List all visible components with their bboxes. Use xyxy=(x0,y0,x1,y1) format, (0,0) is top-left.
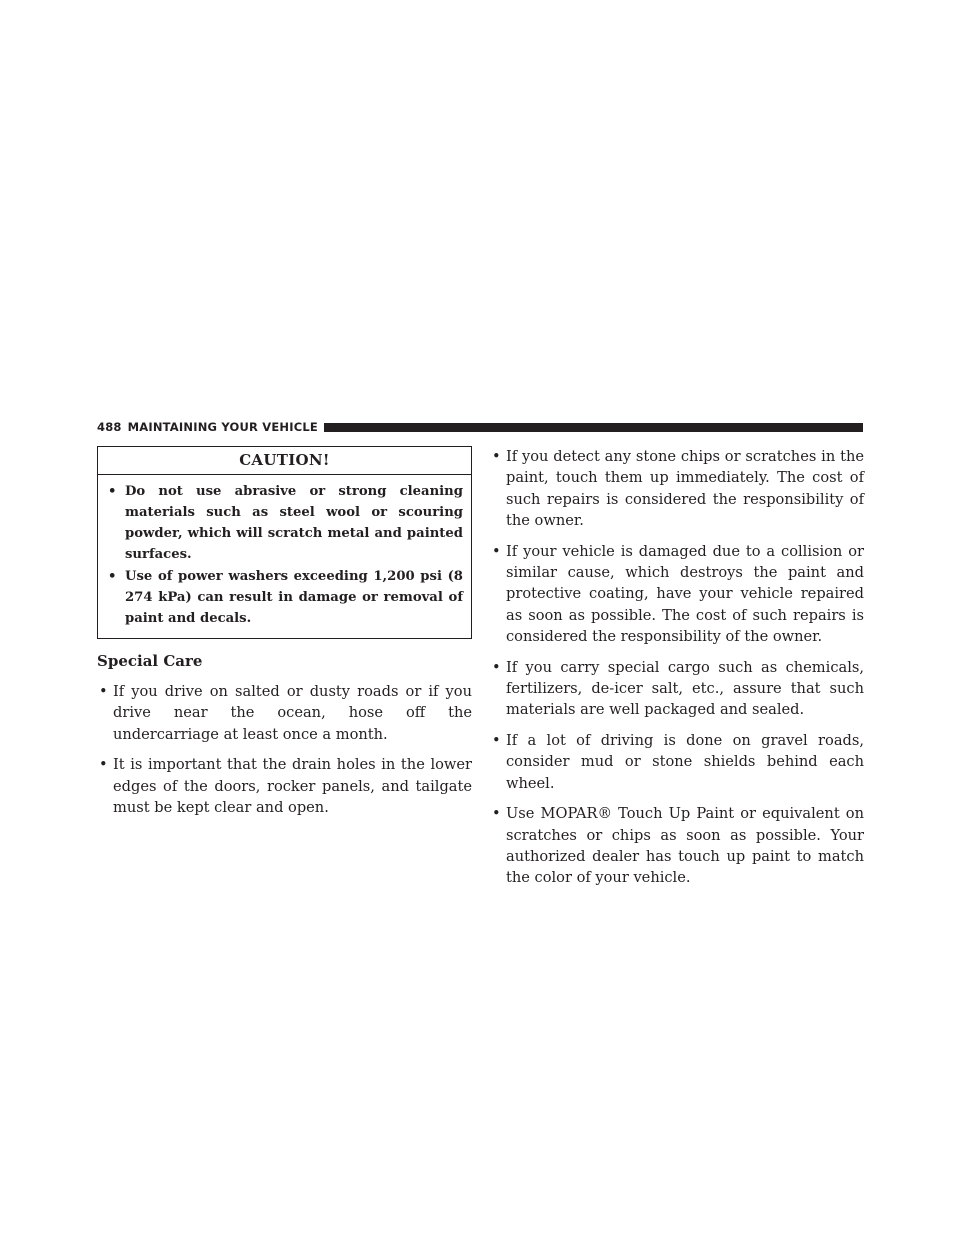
page-header xyxy=(97,419,863,435)
left-column xyxy=(97,446,472,827)
header-rule xyxy=(324,423,863,432)
list-item xyxy=(490,803,864,889)
caution-item-text: Do not use abrasive or strong cleaning materials such as steel wool or scouring powder, which will scratch metal and painted surfaces. xyxy=(125,484,463,562)
caution-item xyxy=(108,566,463,629)
caution-title: CAUTION! xyxy=(98,447,471,475)
special-care-list-right xyxy=(490,446,864,889)
list-item xyxy=(97,754,472,818)
bullet-icon: • xyxy=(108,569,117,584)
special-care-heading: Special Care xyxy=(97,652,203,670)
list-item-text: Use MOPAR® Touch Up Paint or equivalent on scratches or chips as soon as possible. Your authorized dealer has touch up paint to match the color of your vehicle. xyxy=(506,805,864,887)
bullet-icon: • xyxy=(492,731,501,749)
list-item-text: If your vehicle is damaged due to a collision or similar cause, which destroys the paint and protective coating, have your vehicle repaired as soon as possible. The cost of such repairs is considered the responsibility of the owner. xyxy=(506,542,864,646)
bullet-icon: • xyxy=(492,542,501,560)
bullet-icon: • xyxy=(492,805,501,823)
list-item-text: If a lot of driving is done on gravel roads, consider mud or stone shields behind each wheel. xyxy=(506,731,864,792)
caution-item-text: Use of power washers exceeding 1,200 psi (8 274 kPa) can result in damage or removal of paint and decals. xyxy=(125,569,463,626)
caution-list xyxy=(98,475,471,629)
list-item-text: If you detect any stone chips or scratches in the paint, touch them up immediately. The cost of such repairs is considered the responsibility of the owner. xyxy=(506,448,864,530)
bullet-icon: • xyxy=(99,756,108,774)
list-item-text: If you drive on salted or dusty roads or if you drive near the ocean, hose off the undercarriage at least once a month. xyxy=(113,683,472,743)
list-item-text: If you carry special cargo such as chemicals, fertilizers, de-icer salt, etc., assure that such materials are well packaged and sealed. xyxy=(506,658,864,719)
list-item xyxy=(490,657,864,721)
section-title: MAINTAINING YOUR VEHICLE xyxy=(127,420,318,434)
page-number: 488 xyxy=(97,420,122,434)
list-item-text: It is important that the drain holes in the lower edges of the doors, rocker panels, and tailgate must be kept clear and open. xyxy=(113,756,472,817)
special-care-list-left xyxy=(97,681,472,818)
list-item xyxy=(490,446,864,532)
bullet-icon: • xyxy=(108,484,117,499)
list-item xyxy=(490,541,864,648)
list-item xyxy=(97,681,472,745)
list-item xyxy=(490,730,864,794)
right-column xyxy=(490,446,864,898)
bullet-icon: • xyxy=(492,658,501,676)
bullet-icon: • xyxy=(99,683,108,700)
caution-item xyxy=(108,481,463,565)
caution-box xyxy=(97,446,472,639)
bullet-icon: • xyxy=(492,448,501,465)
